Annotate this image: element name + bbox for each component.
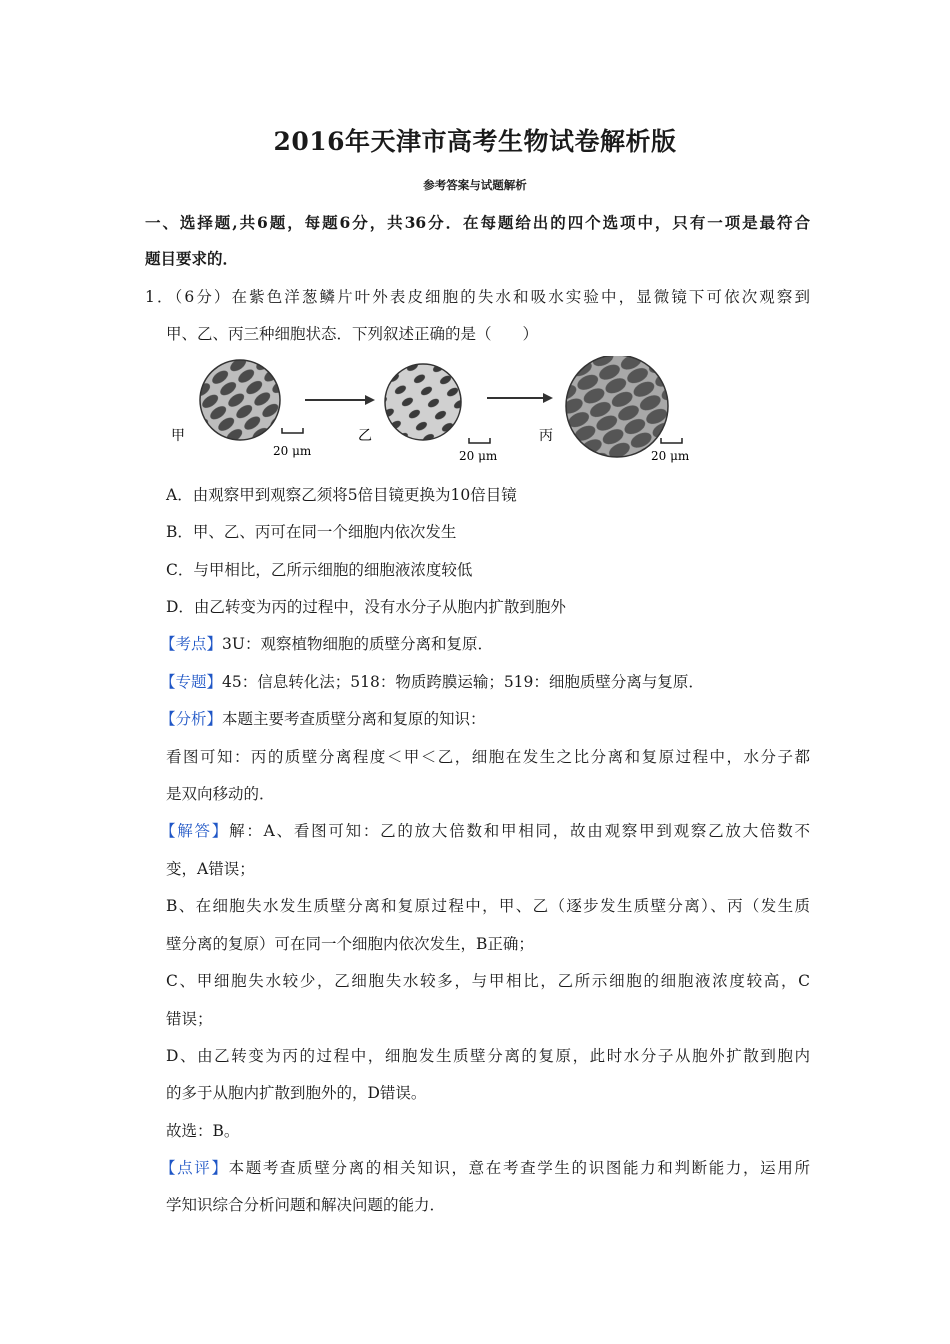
cell-state-jia: [171, 360, 312, 458]
page-subtitle: 参考答案与试题解析: [423, 178, 527, 192]
label-jia: 甲: [171, 428, 185, 444]
scale-yi: 20 μm: [459, 449, 498, 463]
arrow-2: [487, 393, 553, 403]
jieda-line-4: 壁分离的复原）可在同一个细胞内依次发生，B正确；: [166, 935, 534, 953]
jieda-line-5: C、甲细胞失水较少，乙细胞失水较多，与甲相比，乙所示细胞的细胞液浓度较高，C: [166, 972, 810, 990]
jieda-line-1: [160, 820, 810, 842]
dianping-line-1: [160, 1157, 810, 1179]
jieda-line-8: 的多于从胞内扩散到胞外的，D错误。: [166, 1084, 427, 1102]
jieda-line-2: 变，A错误；: [166, 860, 255, 878]
label-yi: 乙: [358, 428, 372, 444]
option-c: C．与甲相比，乙所示细胞的细胞液浓度较低: [166, 561, 473, 579]
cell-state-bing: [539, 356, 690, 463]
jieda-line-9: 故选：B。: [166, 1122, 240, 1140]
question-stem-line-2: 甲、乙、丙三种细胞状态．下列叙述正确的是（ ）: [166, 325, 539, 343]
dianping-text-1: 本题考查质壁分离的相关知识，意在考查学生的识图能力和判断能力，运用所: [228, 1159, 810, 1177]
section-heading-line-2: 题目要求的．: [145, 249, 239, 268]
option-a: A．由观察甲到观察乙须将5倍目镜更换为10倍目镜: [166, 486, 517, 504]
jieda-text-1: 解：A、看图可知：乙的放大倍数和甲相同，故由观察甲到观察乙放大倍数不: [229, 822, 810, 840]
fenxi-text: 本题主要考查质壁分离和复原的知识：: [222, 710, 486, 728]
zhuanti-line: [160, 671, 804, 693]
cell-state-yi: [358, 364, 498, 463]
section-heading-line-1: 一、选择题,共6题，每题6分，共36分．在每题给出的四个选项中，只有一项是最符合: [145, 213, 810, 232]
scale-jia: 20 μm: [273, 444, 312, 458]
dianping-tag: 【点评】: [160, 1159, 229, 1177]
kaodian-line: [160, 633, 804, 655]
dianping-line-2: 学知识综合分析问题和解决问题的能力．: [166, 1196, 446, 1214]
jieda-line-3: B、在细胞失水发生质壁分离和复原过程中，甲、乙（逐步发生质壁分离）、丙（发生质: [166, 897, 810, 915]
fenxi-line: [160, 708, 804, 730]
page-title: 2016年天津市高考生物试卷解析版: [273, 127, 677, 156]
fenxi-tag: 【分析】: [160, 710, 223, 728]
fenxi-line-2: 看图可知：丙的质壁分离程度＜甲＜乙，细胞在发生之比分离和复原过程中，水分子都: [166, 748, 810, 766]
jieda-tag: 【解答】: [160, 822, 230, 840]
zhuanti-text: 45：信息转化法；518：物质跨膜运输；519：细胞质壁分离与复原．: [222, 673, 704, 691]
fenxi-line-3: 是双向移动的．: [166, 785, 275, 803]
kaodian-tag: 【考点】: [160, 635, 223, 653]
label-bing: 丙: [539, 428, 553, 444]
zhuanti-tag: 【专题】: [160, 673, 223, 691]
cell-diagram: [165, 356, 705, 466]
arrow-1: [305, 395, 375, 405]
jieda-line-6: 错误；: [166, 1010, 213, 1028]
kaodian-text: 3U：观察植物细胞的质壁分离和复原．: [222, 635, 493, 653]
scale-bing: 20 μm: [651, 449, 690, 463]
jieda-line-7: D、由乙转变为丙的过程中，细胞发生质壁分离的复原，此时水分子从胞外扩散到胞内: [166, 1047, 810, 1065]
option-b: B．甲、乙、丙可在同一个细胞内依次发生: [166, 523, 457, 541]
microscope-figure: [165, 356, 705, 466]
question-stem-line-1: 1．（6分）在紫色洋葱鳞片叶外表皮细胞的失水和吸水实验中，显微镜下可依次观察到: [145, 288, 810, 306]
option-d: D．由乙转变为丙的过程中，没有水分子从胞内扩散到胞外: [166, 598, 566, 616]
